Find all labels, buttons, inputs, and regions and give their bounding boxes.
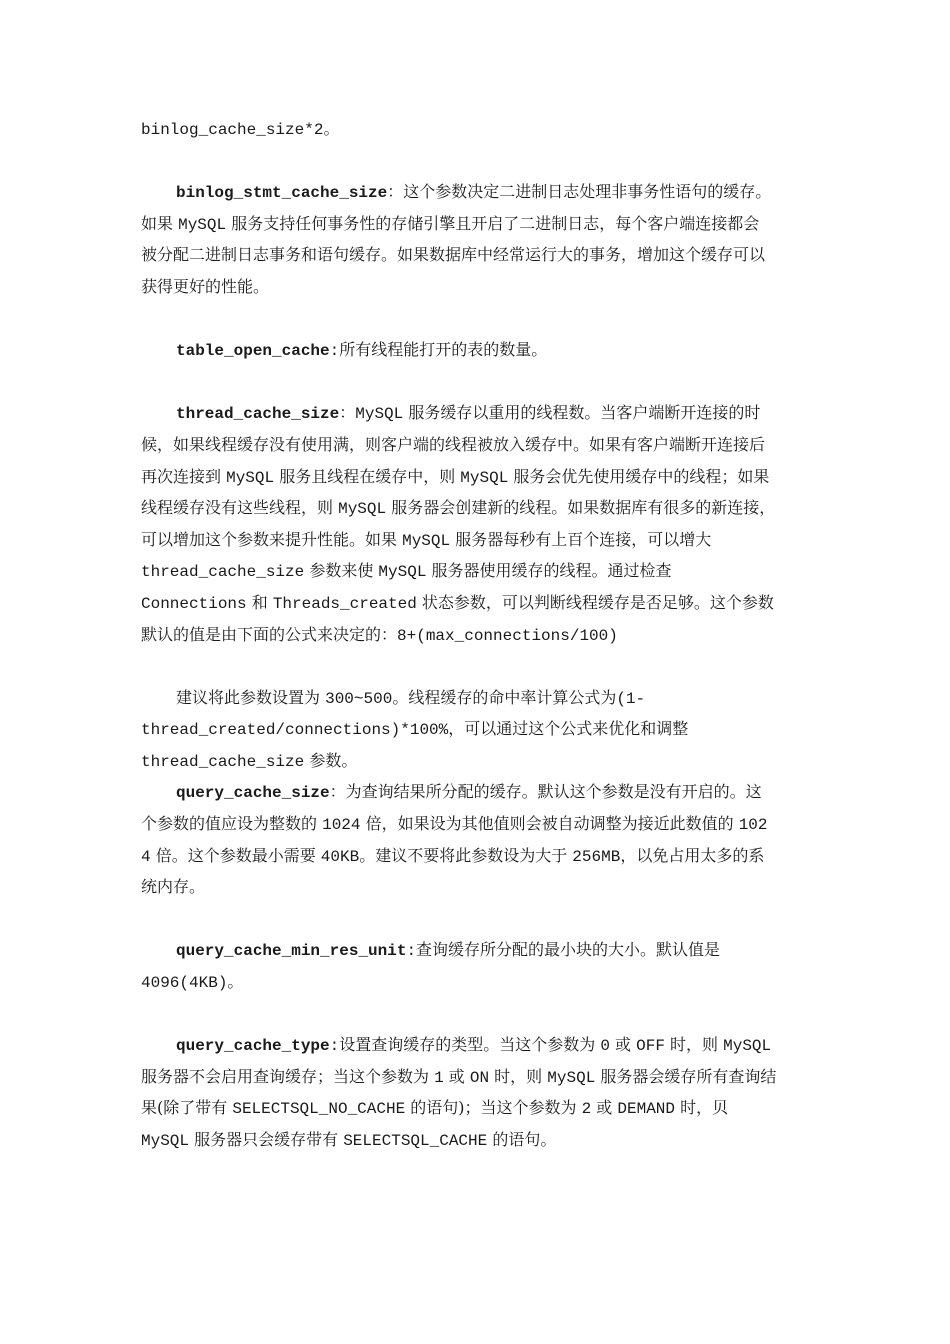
mono-text: 0 <box>600 1037 610 1056</box>
text-line <box>141 1061 809 1093</box>
mono-text: Connections <box>141 594 247 613</box>
param-name: query_cache_type <box>176 1037 330 1056</box>
block-1 <box>141 176 809 302</box>
mono-text: MySQL <box>402 531 451 550</box>
text: 。建议不要将此参数设为大于 <box>359 845 573 865</box>
text: 倍。这个参数最小需要 <box>150 845 321 865</box>
mono-text: MySQL <box>723 1037 772 1056</box>
mono-text: MySQL <box>547 1068 596 1087</box>
text: 。线程缓存的命中率计算公式为 <box>392 687 617 707</box>
text: 服务器使用缓存的线程。通过检查 <box>426 561 672 581</box>
text: 和 <box>246 592 273 612</box>
paragraph-first-line <box>141 682 809 714</box>
mono-text: thread_created/connections)*100% <box>141 721 449 740</box>
mono-text: DEMAND <box>617 1100 675 1119</box>
document-page <box>141 113 809 1156</box>
text-line <box>141 840 809 872</box>
mono-text: MySQL <box>226 468 275 487</box>
mono-text: Threads_created <box>272 594 417 613</box>
text: 获得更好的性能。 <box>141 276 270 296</box>
mono-text: 8+(max_connections/100) <box>397 626 618 645</box>
param-name: binlog_stmt_cache_size <box>176 184 388 203</box>
text: 时，贝 <box>675 1098 729 1118</box>
mono-text: MySQL <box>141 1132 190 1150</box>
mono-text: MySQL <box>178 215 227 234</box>
text: 所有线程能打开的表的数量。 <box>339 340 548 360</box>
text-line <box>141 1124 809 1156</box>
text-line <box>141 492 809 524</box>
text-line <box>141 271 809 303</box>
block-6 <box>141 1029 809 1155</box>
text: 果(除了带有 <box>141 1098 233 1118</box>
mono-text: 1024 <box>322 816 361 835</box>
text-line <box>141 1092 809 1124</box>
param-name: thread_cache_size <box>176 405 340 424</box>
param-name: query_cache_size <box>176 784 330 803</box>
text: ，可以通过这个公式来优化和调整 <box>448 719 689 739</box>
text: 服务缓存以重用的线程数。当客户端断开连接的时 <box>403 403 761 423</box>
text: 倍，如果设为其他值则会被自动调整为接近此数值的 <box>360 814 739 834</box>
block-3 <box>141 397 809 650</box>
mono-text: 300~500 <box>325 689 393 708</box>
mono-text: : <box>406 942 417 961</box>
text-line <box>141 871 809 903</box>
text: 个参数的值应设为整数的 <box>141 814 323 834</box>
paragraph-first-line <box>141 934 809 966</box>
param-name: query_cache_min_res_unit <box>176 942 407 961</box>
text-line <box>141 808 809 840</box>
text: 参数来使 <box>304 561 379 581</box>
text: 的语句。 <box>487 1130 557 1149</box>
paragraph-first-line <box>141 176 809 208</box>
text: 候，如果线程缓存没有使用满，则客户端的线程被放入缓存中。如果有客户端断开连接后 <box>141 434 766 454</box>
text-line <box>141 555 809 587</box>
text: 或 <box>443 1066 470 1086</box>
text: 的语句)；当这个参数为 <box>405 1098 582 1118</box>
block-0 <box>141 113 809 145</box>
paragraph-first-line <box>141 397 809 429</box>
text: 服务且线程在缓存中，则 <box>274 466 461 486</box>
text-line <box>141 966 809 998</box>
mono-text: (1- <box>616 689 646 708</box>
mono-text: MySQL <box>460 468 509 487</box>
text-line <box>141 208 809 240</box>
text: 线程缓存没有这些线程，则 <box>141 498 339 518</box>
text-line <box>141 239 809 271</box>
mono-text: binlog_cache_size*2 <box>141 121 324 139</box>
text: 如果 <box>141 213 179 233</box>
mono-text: 102 <box>738 816 768 835</box>
mono-text: thread_cache_size <box>141 563 305 582</box>
text: 设置查询缓存的类型。当这个参数为 <box>339 1035 601 1055</box>
mono-text: SELECTSQL_CACHE <box>343 1132 488 1150</box>
text: 默认的值是由下面的公式来决定的： <box>141 624 398 644</box>
text: 再次连接到 <box>141 466 227 486</box>
text-line <box>141 461 809 493</box>
text: 服务器会缓存所有查询结 <box>595 1066 777 1086</box>
text: 状态参数，可以判断线程缓存是否足够。这个参数 <box>416 592 774 612</box>
text: ：为查询结果所分配的缓存。默认这个参数是没有开启的。这 <box>329 782 762 802</box>
text: 被分配二进制日志事务和语句缓存。如果数据库中经常运行大的事务，增加这个缓存可以 <box>141 245 766 265</box>
text: 服务会优先使用缓存中的线程；如果 <box>508 466 770 486</box>
paragraph-first-line <box>141 1029 809 1061</box>
text-line <box>141 429 809 461</box>
param-name: table_open_cache <box>176 342 330 361</box>
block-4 <box>141 682 809 903</box>
text: 时，则 <box>664 1035 724 1055</box>
mono-text: SELECTSQL_NO_CACHE <box>232 1100 406 1119</box>
text-line <box>141 745 809 777</box>
block-5 <box>141 934 809 997</box>
text: 。 <box>323 119 340 138</box>
text: 或 <box>591 1098 618 1118</box>
text: 服务器不会启用查询缓存；当这个参数为 <box>141 1066 435 1086</box>
text-line <box>141 524 809 556</box>
text-line <box>141 619 809 651</box>
paragraph-first-line <box>141 334 809 366</box>
paragraph-first-line <box>141 776 809 808</box>
text-line <box>141 113 809 145</box>
text: 服务器每秒有上百个连接，可以增大 <box>450 529 712 549</box>
text: ，以免占用太多的系 <box>620 845 765 865</box>
text: 服务器会创建新的线程。如果数据库有很多的新连接， <box>386 498 776 518</box>
text-line <box>141 713 809 745</box>
text: 统内存。 <box>141 877 206 897</box>
text: 可以增加这个参数来提升性能。如果 <box>141 529 403 549</box>
mono-text: MySQL <box>378 563 427 582</box>
mono-text: thread_cache_size <box>141 752 305 771</box>
text: ：这个参数决定二进制日志处理非事务性语句的缓存。 <box>387 182 772 202</box>
mono-text: 4 <box>141 847 151 866</box>
text: ： <box>339 403 356 423</box>
mono-text: MySQL <box>355 405 404 424</box>
text-line <box>141 587 809 619</box>
mono-text: : <box>329 342 340 361</box>
text: 。 <box>227 972 244 992</box>
mono-text: 4096(4KB) <box>141 974 228 993</box>
mono-text: MySQL <box>338 500 387 519</box>
mono-text: : <box>329 1037 340 1056</box>
mono-text: OFF <box>636 1037 665 1056</box>
text: 服务支持任何事务性的存储引擎且开启了二进制日志，每个客户端连接都会 <box>226 213 760 233</box>
text: 时，则 <box>489 1066 548 1086</box>
mono-text: 40KB <box>320 847 360 866</box>
block-2 <box>141 334 809 366</box>
text: 查询缓存所分配的最小块的大小。默认值是 <box>416 940 721 960</box>
text: 或 <box>609 1035 637 1055</box>
mono-text: 2 <box>581 1100 592 1119</box>
text: 参数。 <box>304 750 358 770</box>
mono-text: 1 <box>434 1068 444 1087</box>
text: 服务器只会缓存带有 <box>189 1130 344 1149</box>
mono-text: ON <box>469 1068 490 1087</box>
mono-text: 256MB <box>572 847 621 866</box>
text: 建议将此参数设置为 <box>176 687 326 707</box>
